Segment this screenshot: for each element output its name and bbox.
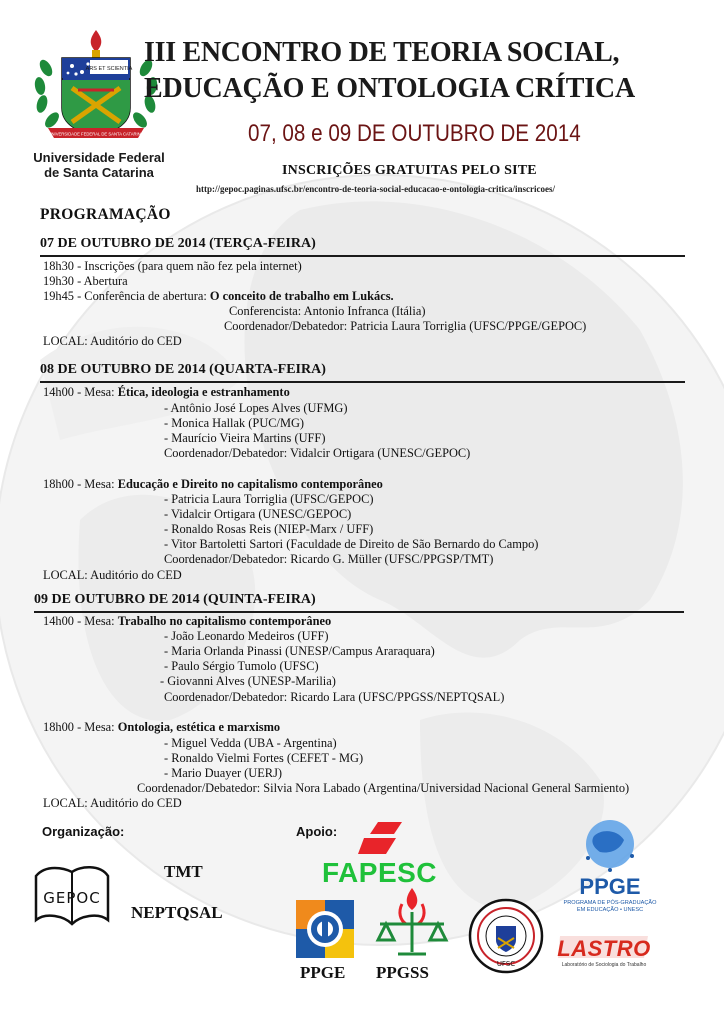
- day3-session1-coordinator: Coordenador/Debatedor: Ricardo Lara (UFSC/PPGSS/NEPTQSAL): [164, 690, 505, 704]
- day3-heading: 09 DE OUTUBRO DE 2014 (QUINTA-FEIRA): [34, 592, 316, 607]
- ppge-unesc-logo-text: PPGE: [579, 874, 641, 899]
- registration-url[interactable]: http://gepoc.paginas.ufsc.br/encontro-de-teoria-social-educacao-e-ontologia-critica/inscricoes/: [196, 184, 556, 194]
- ppgss-caption: PPGSS: [376, 963, 429, 982]
- day3-session1-panelist: - Maria Orlanda Pinassi (UNESP/Campus Araraquara): [164, 644, 435, 658]
- ppgss-logo: [372, 886, 452, 962]
- day3-session1-panelist: - Paulo Sérgio Tumolo (UFSC): [164, 659, 319, 673]
- tmt-label: TMT: [164, 862, 203, 881]
- program-heading: PROGRAMAÇÃO: [40, 206, 171, 223]
- day3-session1-time: 14h00 - Mesa:: [43, 614, 118, 628]
- day3-session2-coordinator: Coordenador/Debatedor: Silvia Nora Labado (Argentina/Universidad Nacional General Sarmiento): [137, 781, 630, 795]
- support-label: Apoio:: [296, 824, 338, 839]
- day1-conference-coordinator: Coordenador/Debatedor: Patricia Laura Torriglia (UFSC/PPGE/GEPOC): [224, 319, 587, 333]
- day2-session2-time: 18h00 - Mesa:: [43, 477, 118, 491]
- day2-location: LOCAL: Auditório do CED: [43, 568, 182, 582]
- day2-session1-panelist: - Antônio José Lopes Alves (UFMG): [164, 401, 348, 415]
- ppge-unesc-logo: [563, 818, 657, 922]
- day2-session2-coordinator: Coordenador/Debatedor: Ricardo G. Müller (UFSC/PPGSP/TMT): [164, 552, 494, 566]
- lastro-logo-text: LASTRO: [557, 936, 651, 961]
- day2-session1-coordinator: Coordenador/Debatedor: Vidalcir Ortigara (UNESC/GEPOC): [164, 446, 471, 460]
- crest-ribbon-text: UNIVERSIDADE FEDERAL DE SANTA CATARINA: [48, 131, 144, 137]
- day1-item-opening: 19h30 - Abertura: [43, 274, 128, 288]
- day2-session2-panelist: - Ronaldo Rosas Reis (NIEP-Marx / UFF): [164, 522, 374, 536]
- day1-conference-title: O conceito de trabalho em Lukács.: [209, 289, 394, 303]
- university-name-line1: Universidade Federal: [33, 150, 165, 165]
- day3-session2-theme: Ontologia, estética e marxismo: [117, 720, 281, 734]
- day3-session2-panelist: - Miguel Vedda (UBA - Argentina): [164, 736, 337, 750]
- day3-session1-title: [43, 614, 331, 629]
- day2-session1-panelist: - Monica Hallak (PUC/MG): [164, 416, 305, 430]
- day2-session2-panelist: - Vitor Bartoletti Sartori (Faculdade de Direito de São Bernardo do Campo): [164, 537, 539, 551]
- lastro-subtitle: Laboratório de Sociologia do Trabalho: [561, 962, 647, 968]
- day2-session1-title: [43, 385, 290, 400]
- ppge-unesc-subtitle1: PROGRAMA DE PÓS-GRADUAÇÃO: [563, 900, 657, 906]
- day3-session2-time: 18h00 - Mesa:: [43, 720, 118, 734]
- day3-session2-panelist: - Ronaldo Vielmi Fortes (CEFET - MG): [164, 751, 364, 765]
- day3-session1-panelist: - João Leonardo Medeiros (UFF): [164, 629, 329, 643]
- day2-heading: 08 DE OUTUBRO DE 2014 (QUARTA-FEIRA): [40, 362, 326, 377]
- gepoc-logo-text: GEPOC: [43, 889, 101, 907]
- registration-heading: INSCRIÇÕES GRATUITAS PELO SITE: [282, 163, 537, 178]
- day3-divider: [34, 611, 684, 613]
- university-name: [22, 150, 176, 180]
- day3-location: LOCAL: Auditório do CED: [43, 796, 182, 810]
- day1-heading: 07 DE OUTUBRO DE 2014 (TERÇA-FEIRA): [40, 236, 316, 251]
- department-seal-logo: [468, 898, 544, 974]
- day2-session2-panelist: - Vidalcir Ortigara (UNESC/GEPOC): [164, 507, 352, 521]
- day2-session1-theme: Ética, ideologia e estranhamento: [117, 385, 290, 399]
- day1-divider: [40, 255, 685, 257]
- ppge-caption: PPGE: [300, 963, 346, 982]
- day3-session2-title: [43, 720, 280, 735]
- fapesc-symbol-icon: [356, 820, 406, 856]
- crest-motto: ARS ET SCIENTIA: [85, 66, 133, 72]
- day3-session2-panelist: - Mario Duayer (UERJ): [164, 766, 283, 780]
- day2-session2-title: [43, 477, 383, 492]
- gepoc-logo: [30, 858, 114, 934]
- ppge-unesc-subtitle2: EM EDUCAÇÃO • UNESC: [576, 907, 644, 913]
- day1-item-conference: [43, 289, 394, 304]
- day3-session1-theme: Trabalho no capitalismo contemporâneo: [117, 614, 332, 628]
- day2-session2-panelist: - Patricia Laura Torriglia (UFSC/GEPOC): [164, 492, 374, 506]
- day2-session2-theme: Educação e Direito no capitalismo contemporâneo: [117, 477, 383, 491]
- day3-session1-panelist: - Giovanni Alves (UNESP-Marilia): [160, 674, 336, 688]
- day1-conference-time: 19h45 - Conferência de abertura:: [43, 289, 210, 303]
- day1-item-registration: 18h30 - Inscrições (para quem não fez pela internet): [43, 259, 302, 273]
- day1-conference-speaker: Conferencista: Antonio Infranca (Itália): [229, 304, 426, 318]
- day2-session1-time: 14h00 - Mesa:: [43, 385, 118, 399]
- event-title-line1: III ENCONTRO DE TEORIA SOCIAL,: [144, 37, 620, 68]
- day1-location: LOCAL: Auditório do CED: [43, 334, 182, 348]
- event-title-line2: EDUCAÇÃO E ONTOLOGIA CRÍTICA: [144, 73, 635, 104]
- ppge-logo: [294, 898, 356, 960]
- organization-label: Organização:: [42, 824, 125, 839]
- fapesc-logo-text: FAPESC: [322, 857, 438, 888]
- day2-divider: [40, 381, 685, 383]
- event-dates: 07, 08 e 09 DE OUTUBRO DE 2014: [248, 120, 581, 147]
- neptqsal-label: NEPTQSAL: [131, 903, 223, 922]
- day2-session1-panelist: - Maurício Vieira Martins (UFF): [164, 431, 326, 445]
- lastro-logo: [556, 928, 652, 970]
- university-name-line2: de Santa Catarina: [44, 165, 154, 180]
- seal-text: UFSC: [496, 960, 516, 968]
